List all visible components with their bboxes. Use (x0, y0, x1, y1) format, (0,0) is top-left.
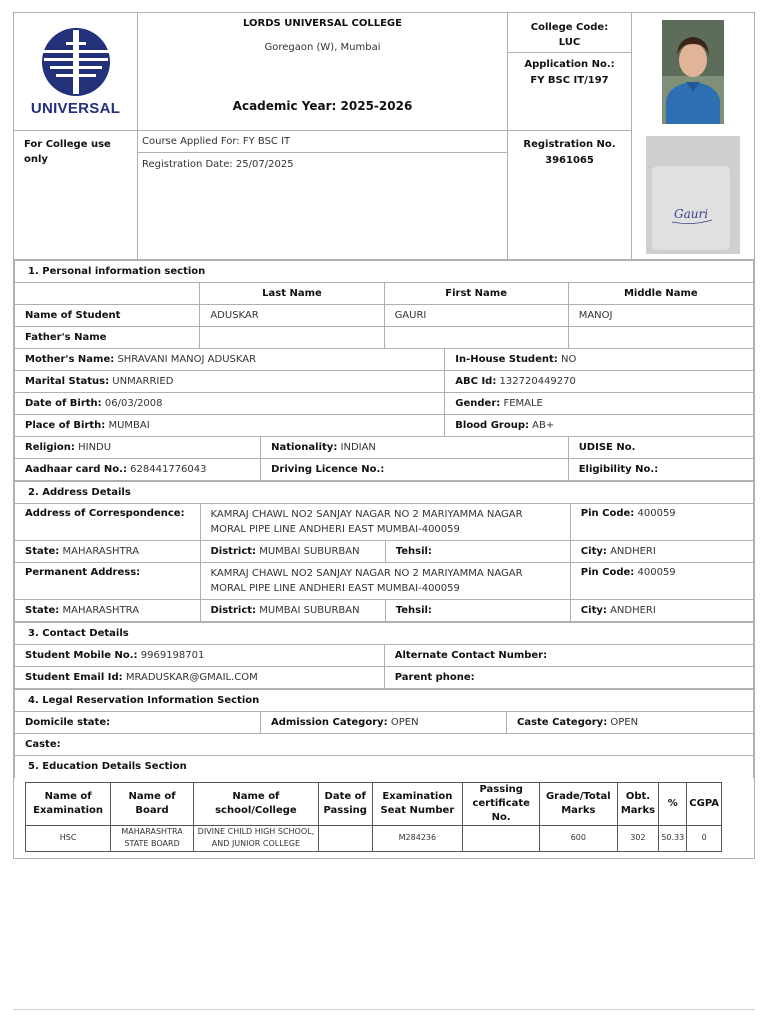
blood-label: Blood Group: (455, 420, 529, 431)
course-applied: Course Applied For: FY BSC IT (138, 131, 507, 153)
nationality-label: Nationality: (271, 442, 338, 453)
religion (15, 437, 261, 459)
perm-city (570, 600, 753, 622)
education-section (14, 778, 754, 858)
eligibility (568, 459, 753, 481)
legal-table (14, 689, 754, 778)
col-board: Name of Board (111, 782, 194, 825)
religion-label: Religion: (25, 442, 75, 453)
date-value (318, 825, 372, 851)
col-school: Name of school/College (193, 782, 318, 825)
dob-label: Date of Birth: (25, 398, 102, 409)
last-name-header: Last Name (200, 283, 384, 305)
aadhaar-label: Aadhaar card No.: (25, 464, 127, 475)
email-label: Student Email Id: (25, 672, 123, 683)
corr-city (570, 541, 753, 563)
perm-district-label: District: (210, 605, 257, 616)
academic-year: Academic Year: 2025-2026 (232, 99, 413, 113)
inhouse-student (445, 349, 754, 371)
corr-tehsil (385, 541, 570, 563)
nationality-value: INDIAN (340, 442, 376, 453)
corr-city-value: ANDHERI (610, 546, 656, 557)
inhouse-value: NO (560, 354, 577, 365)
college-info (138, 13, 507, 131)
father-middle-name (568, 327, 753, 349)
col-cert: Passing certificate No. (463, 782, 540, 825)
application-form (13, 12, 755, 859)
marital-value: UNMARRIED (112, 376, 174, 387)
admission-label: Admission Category: (270, 717, 388, 728)
college-address: Goregaon (W), Mumbai (264, 42, 381, 53)
perm-line1: KAMRAJ CHAWL NO2 SANJAY NAGAR NO 2 MARIYAMMA NAGAR (210, 568, 523, 579)
admission-value: OPEN (390, 717, 419, 728)
student-photo (632, 13, 754, 131)
perm-state (15, 600, 201, 622)
empty-cell (15, 283, 200, 305)
corr-line1: KAMRAJ CHAWL NO2 SANJAY NAGAR NO 2 MARIYAMMA NAGAR (210, 509, 523, 520)
application-label: Application No.: (524, 59, 615, 70)
corr-district-label: District: (210, 546, 257, 557)
pob-value: MUMBAI (108, 420, 150, 431)
abc-id (445, 371, 754, 393)
form-header (14, 13, 754, 260)
registration-value: 3961065 (545, 155, 594, 166)
corr-pin (570, 504, 753, 541)
caste-cat-label: Caste Category: (516, 717, 608, 728)
marital-status (15, 371, 445, 393)
caste-category (506, 712, 753, 734)
col-percent: % (659, 782, 687, 825)
signature-image (646, 136, 740, 254)
eligibility-label: Eligibility No.: (578, 464, 659, 475)
last-name-value: ADUSKAR (200, 305, 384, 327)
middle-name-value: MANOJ (568, 305, 753, 327)
mother-name (15, 349, 445, 371)
registration-date: Registration Date: 25/07/2025 (142, 158, 294, 170)
registration-label: Registration No. (523, 139, 616, 150)
col-date: Date of Passing (318, 782, 372, 825)
cgpa-value: 0 (687, 825, 722, 851)
logo-text: UNIVERSAL (30, 100, 121, 117)
alt-contact-label: Alternate Contact Number: (394, 650, 548, 661)
blood-value: AB+ (532, 420, 555, 431)
gender-value: FEMALE (503, 398, 543, 409)
student-email (15, 667, 385, 689)
domicile-state (15, 712, 261, 734)
college-logo (14, 13, 137, 131)
personal-info-table (14, 260, 754, 481)
perm-state-label: State: (25, 605, 60, 616)
date-of-birth (15, 393, 445, 415)
college-name: LORDS UNIVERSAL COLLEGE (243, 18, 402, 29)
nationality (261, 437, 569, 459)
address-table (14, 481, 754, 622)
gender (445, 393, 754, 415)
student-name-label: Name of Student (15, 305, 200, 327)
perm-line2: MORAL PIPE LINE ANDHERI EAST MUMBAI-400059 (210, 583, 460, 594)
perm-pin (570, 563, 753, 600)
first-name-header: First Name (384, 283, 568, 305)
inhouse-label: In-House Student: (455, 354, 558, 365)
perm-city-label: City: (580, 605, 607, 616)
perm-address-value (200, 563, 570, 600)
father-first-name (384, 327, 568, 349)
perm-city-value: ANDHERI (610, 605, 656, 616)
driving-licence (261, 459, 569, 481)
corr-pin-label: Pin Code: (580, 508, 635, 519)
signature-text: Gauri (674, 207, 709, 221)
col-seat: Examination Seat Number (372, 782, 463, 825)
exam-value: HSC (26, 825, 111, 851)
pob-label: Place of Birth: (25, 420, 106, 431)
perm-district-value: MUMBAI SUBURBAN (259, 605, 360, 616)
domicile-label: Domicile state: (25, 717, 111, 728)
student-signature (632, 131, 754, 259)
first-name-value: GAURI (384, 305, 568, 327)
seat-value: M284236 (372, 825, 463, 851)
legal-section-title: 4. Legal Reservation Information Section (15, 690, 754, 712)
corr-district (200, 541, 385, 563)
perm-pin-value: 400059 (637, 567, 676, 578)
licence-label: Driving Licence No.: (271, 464, 385, 475)
email-value: MRADUSKAR@GMAIL.COM (125, 672, 258, 683)
marital-label: Marital Status: (25, 376, 110, 387)
parent-phone (384, 667, 753, 689)
corr-tehsil-label: Tehsil: (395, 546, 432, 557)
blood-group (445, 415, 754, 437)
obt-value: 302 (617, 825, 659, 851)
education-header-row (26, 782, 722, 825)
contact-section-title: 3. Contact Details (15, 623, 754, 645)
corr-address-label: Address of Correspondence: (15, 504, 201, 541)
student-mobile (15, 645, 385, 667)
caste-cat-value: OPEN (610, 717, 639, 728)
student-photo-icon (662, 20, 724, 124)
caste-label: Caste: (25, 739, 61, 750)
application-number (508, 53, 631, 131)
abc-value: 132720449270 (499, 376, 576, 387)
religion-value: HINDU (78, 442, 112, 453)
perm-district (200, 600, 385, 622)
mother-value: SHRAVANI MANOJ ADUSKAR (117, 354, 257, 365)
udise-label: UDISE No. (578, 442, 636, 453)
abc-label: ABC Id: (455, 376, 497, 387)
perm-tehsil (385, 600, 570, 622)
udise (568, 437, 753, 459)
col-obt: Obt. Marks (617, 782, 659, 825)
mobile-label: Student Mobile No.: (25, 650, 138, 661)
corr-district-value: MUMBAI SUBURBAN (259, 546, 360, 557)
perm-pin-label: Pin Code: (580, 567, 635, 578)
school-value: DIVINE CHILD HIGH SCHOOL, AND JUNIOR COLLEGE (193, 825, 318, 851)
address-section-title: 2. Address Details (15, 482, 754, 504)
admission-category (260, 712, 506, 734)
col-cgpa: CGPA (687, 782, 722, 825)
college-use-label: For College use only (24, 139, 111, 165)
dob-value: 06/03/2008 (104, 398, 163, 409)
education-section-title: 5. Education Details Section (15, 756, 754, 778)
perm-address-label: Permanent Address: (15, 563, 201, 600)
corr-city-label: City: (580, 546, 607, 557)
corr-state (15, 541, 201, 563)
page-divider (13, 1009, 755, 1010)
college-code-label: College Code: (530, 22, 609, 33)
father-last-name (200, 327, 384, 349)
personal-section-title: 1. Personal information section (15, 261, 754, 283)
application-value: FY BSC IT/197 (530, 75, 609, 86)
college-code-value: LUC (558, 37, 581, 48)
caste (15, 734, 754, 756)
corr-line2: MORAL PIPE LINE ANDHERI EAST MUMBAI-400059 (210, 524, 460, 535)
mother-label: Mother's Name: (25, 354, 115, 365)
father-name-label: Father's Name (15, 327, 200, 349)
contact-table (14, 622, 754, 689)
college-code (508, 13, 631, 53)
table-row (26, 825, 722, 851)
place-of-birth (15, 415, 445, 437)
total-value: 600 (540, 825, 617, 851)
aadhaar-value: 628441776043 (130, 464, 207, 475)
logo-emblem-icon (34, 26, 118, 98)
education-table (25, 782, 722, 852)
alternate-contact (384, 645, 753, 667)
board-value: MAHARASHTRA STATE BOARD (111, 825, 194, 851)
corr-address-value (200, 504, 570, 541)
col-exam-name: Name of Examination (26, 782, 111, 825)
perm-state-value: MAHARASHTRA (62, 605, 140, 616)
percent-value: 50.33 (659, 825, 687, 851)
perm-tehsil-label: Tehsil: (395, 605, 432, 616)
corr-pin-value: 400059 (637, 508, 676, 519)
registration-number (508, 131, 631, 169)
parent-phone-label: Parent phone: (394, 672, 475, 683)
gender-label: Gender: (455, 398, 501, 409)
corr-state-value: MAHARASHTRA (62, 546, 140, 557)
aadhaar (15, 459, 261, 481)
middle-name-header: Middle Name (568, 283, 753, 305)
col-total: Grade/Total Marks (540, 782, 617, 825)
cert-value (463, 825, 540, 851)
mobile-value: 9969198701 (140, 650, 205, 661)
corr-state-label: State: (25, 546, 60, 557)
